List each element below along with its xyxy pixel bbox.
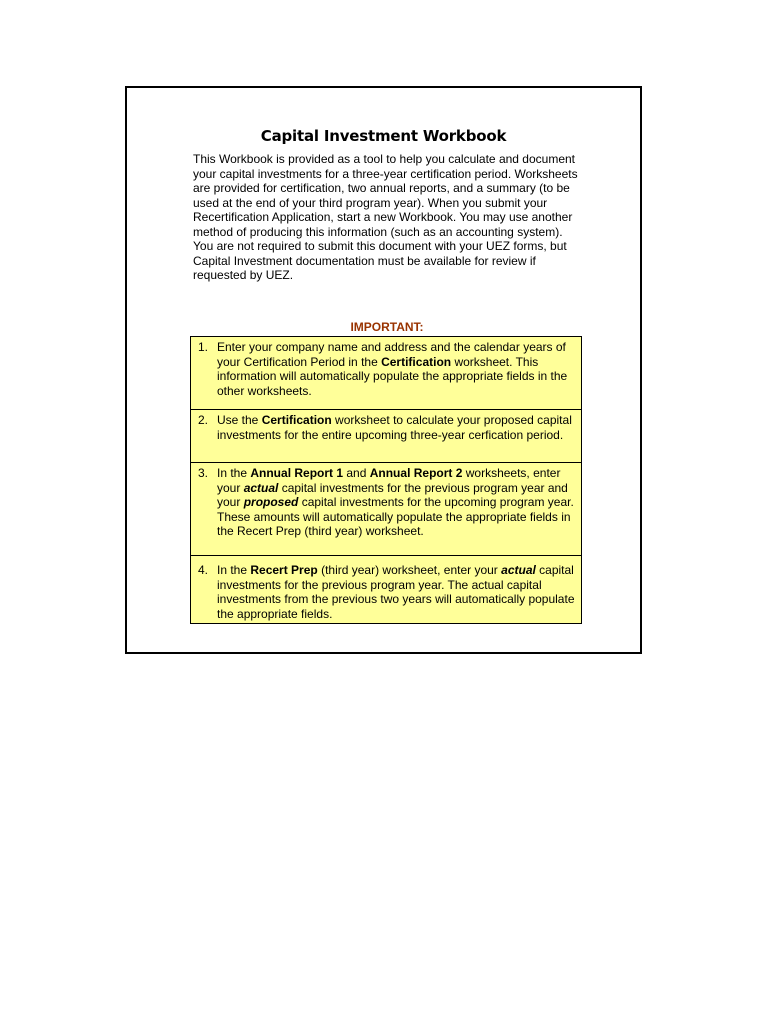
step-emphasis: proposed [243, 495, 299, 509]
step-4 [191, 556, 581, 623]
step-text: capital investments for the upcoming program year. These amounts will automatically populate the appropriate fields in the Recert Prep (third year) worksheet. [217, 495, 574, 538]
step-keyword: Annual Report 2 [369, 466, 463, 480]
step-3 [191, 463, 581, 556]
step-text: capital investments for the previous program year and your [217, 480, 568, 509]
step-1 [191, 337, 581, 410]
step-2 [191, 410, 581, 463]
intro-paragraph: This Workbook is provided as a tool to help you calculate and document your capital investments for a three-year certification period. Worksheets are provided for certification, two annual reports, and a summary (to be used at the end of your third program year). When you submit your Recertification Application, start a new Workbook. You may use another method of producing this information (such as an accounting system). You are not required to submit this document with your UEZ forms, but Capital Investment documentation must be available for review if requested by UEZ. [193, 152, 578, 282]
step-emphasis: actual [501, 563, 536, 577]
step-keyword: Annual Report 1 [250, 466, 344, 480]
step-text: In the [217, 466, 251, 480]
important-steps-box [190, 336, 582, 624]
step-text: and [343, 466, 370, 480]
step-keyword: Recert Prep [250, 563, 318, 577]
workbook-page [125, 86, 642, 654]
step-number: 4. [198, 563, 209, 577]
step-text: capital investments for the previous program year. The actual capital investments from the previous two years will automatically populate the appropriate fields. [217, 563, 575, 621]
important-heading: IMPORTANT: [350, 320, 424, 334]
step-keyword: Certification [381, 354, 452, 369]
step-emphasis: actual [243, 480, 279, 495]
step-text: Enter your company name and address and the calendar years of your Certification Period in the [217, 340, 566, 369]
step-text: In the [217, 563, 251, 577]
step-text: (third year) worksheet, enter your [317, 563, 502, 577]
step-number: 1. [198, 340, 209, 354]
step-number: 2. [198, 413, 209, 427]
step-text: worksheets, enter your [217, 466, 561, 495]
step-text: worksheet to calculate your proposed capital investments for the entire upcoming three-year cerfication period. [217, 413, 572, 442]
step-keyword: Certification [261, 413, 332, 427]
page-title: Capital Investment Workbook [260, 127, 507, 145]
step-text: Use the [217, 413, 262, 427]
step-text: worksheet. This information will automatically populate the appropriate fields in the other worksheets. [217, 354, 568, 398]
step-number: 3. [198, 466, 209, 480]
